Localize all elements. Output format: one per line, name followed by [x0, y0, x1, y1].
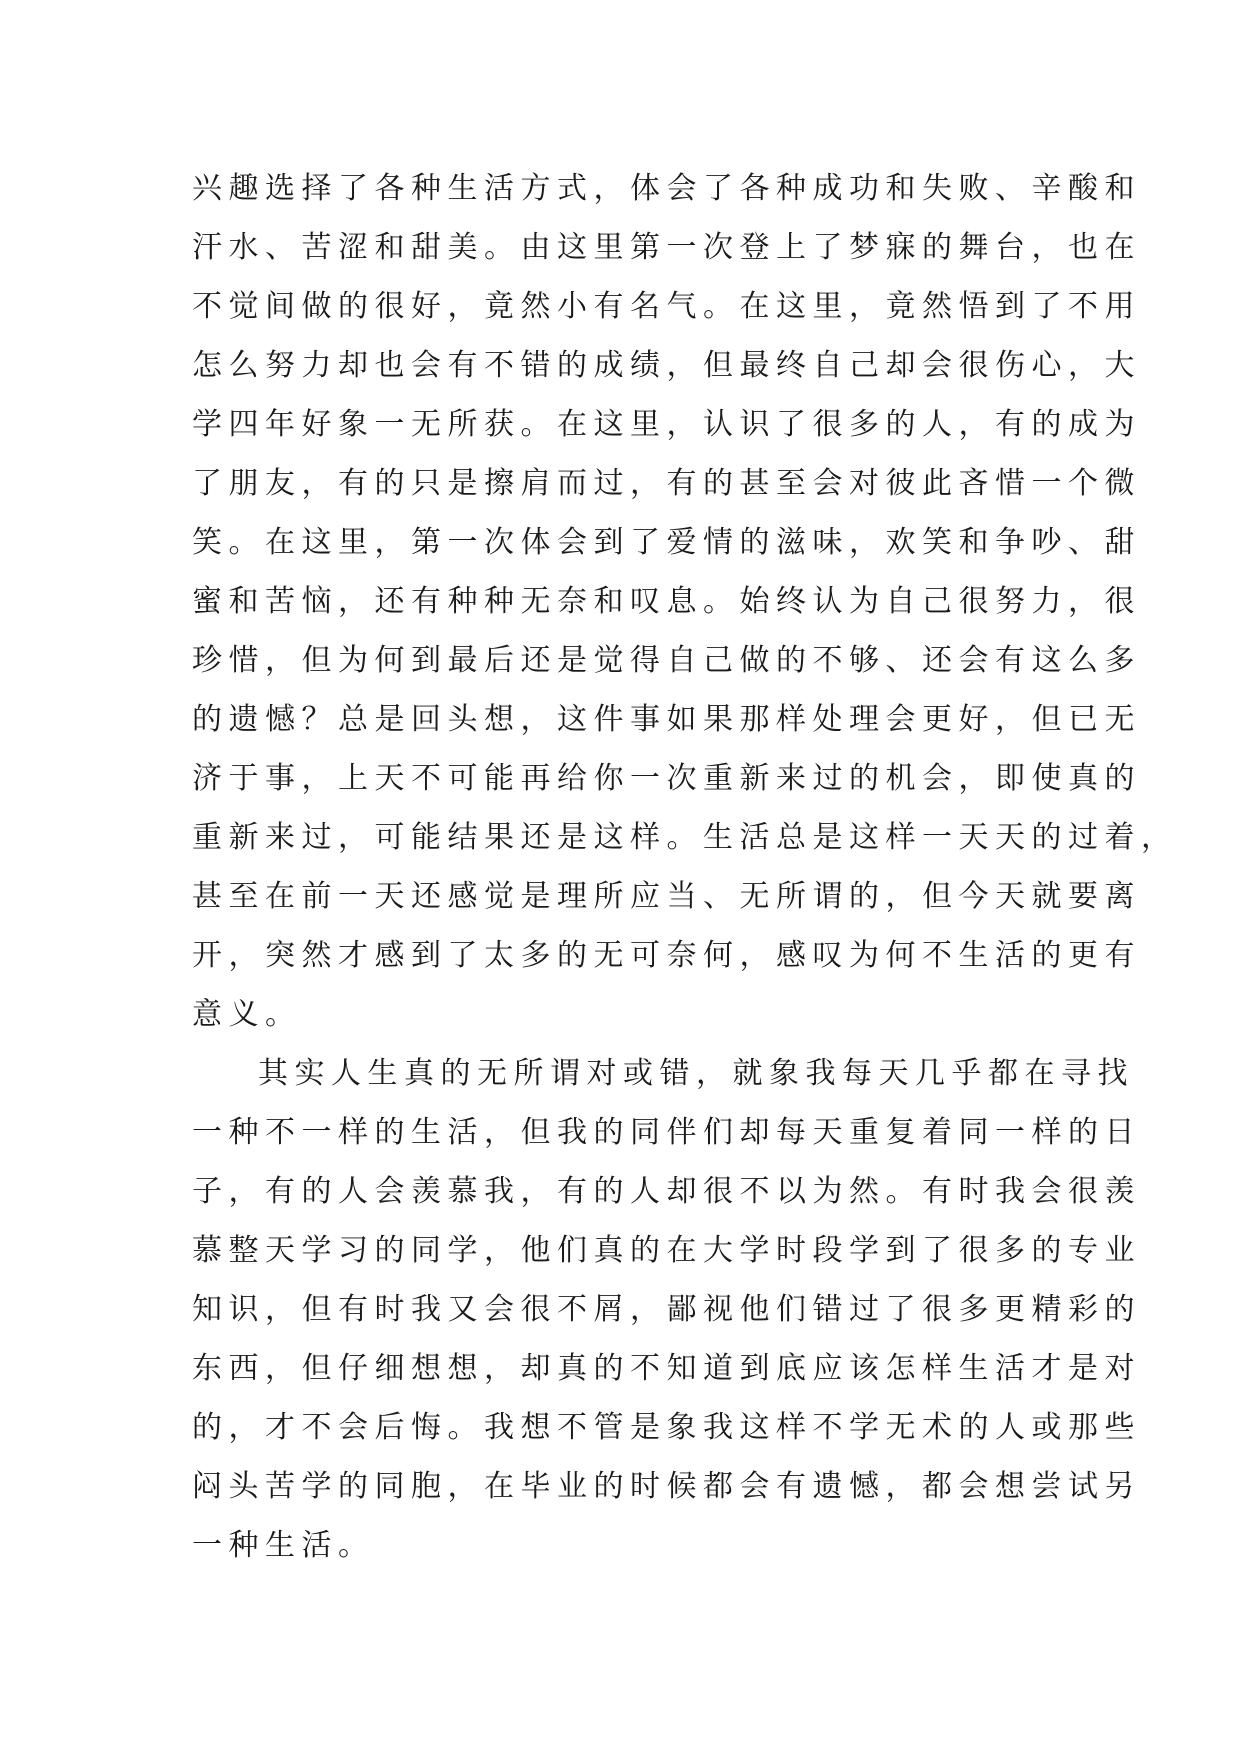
text-line: 东西，但仔细想想，却真的不知道到底应该怎样生活才是对 [192, 1351, 1141, 1386]
text-line: 其实人生真的无所谓对或错，就象我每天几乎都在寻找 [258, 1056, 1134, 1091]
text-line: 的，才不会后悔。我想不管是象我这样不学无术的人或那些 [192, 1410, 1141, 1445]
text-line: 的遗憾？总是回头想，这件事如果那样处理会更好，但已无 [192, 702, 1141, 737]
text-line: 一种不一样的生活，但我的同伴们却每天重复着同一样的日 [192, 1115, 1141, 1150]
text-line: 珍惜，但为何到最后还是觉得自己做的不够、还会有这么多 [192, 643, 1141, 678]
text-line: 不觉间做的很好，竟然小有名气。在这里，竟然悟到了不用 [192, 289, 1141, 324]
text-line: 了朋友，有的只是擦肩而过，有的甚至会对彼此吝惜一个微 [192, 466, 1141, 501]
paragraph-2 [192, 1044, 1141, 1575]
text-line: 子，有的人会羡慕我，有的人却很不以为然。有时我会很羡 [192, 1174, 1141, 1209]
text-line: 意义。 [192, 997, 302, 1032]
text-line: 知识，但有时我又会很不屑，鄙视他们错过了很多更精彩的 [192, 1292, 1141, 1327]
text-line: 开，突然才感到了太多的无可奈何，感叹为何不生活的更有 [192, 938, 1141, 973]
text-line: 重新来过，可能结果还是这样。生活总是这样一天天的过着， [192, 820, 1178, 855]
body-text [192, 159, 1178, 1575]
text-line: 笑。在这里，第一次体会到了爱情的滋味，欢笑和争吵、甜 [192, 525, 1141, 560]
paragraph-1 [192, 159, 1178, 1044]
text-line: 学四年好象一无所获。在这里，认识了很多的人，有的成为 [192, 407, 1141, 442]
text-line: 一种生活。 [192, 1528, 375, 1563]
text-line: 甚至在前一天还感觉是理所应当、无所谓的，但今天就要离 [192, 879, 1141, 914]
text-line: 兴趣选择了各种生活方式，体会了各种成功和失败、辛酸和 [192, 171, 1141, 206]
text-line: 汗水、苦涩和甜美。由这里第一次登上了梦寐的舞台，也在 [192, 230, 1141, 265]
text-line: 怎么努力却也会有不错的成绩，但最终自己却会很伤心，大 [192, 348, 1141, 383]
text-line: 蜜和苦恼，还有种种无奈和叹息。始终认为自己很努力，很 [192, 584, 1141, 619]
text-line: 济于事，上天不可能再给你一次重新来过的机会，即使真的 [192, 761, 1141, 796]
text-line: 慕整天学习的同学，他们真的在大学时段学到了很多的专业 [192, 1233, 1141, 1268]
text-line: 闷头苦学的同胞，在毕业的时候都会有遗憾，都会想尝试另 [192, 1469, 1141, 1504]
